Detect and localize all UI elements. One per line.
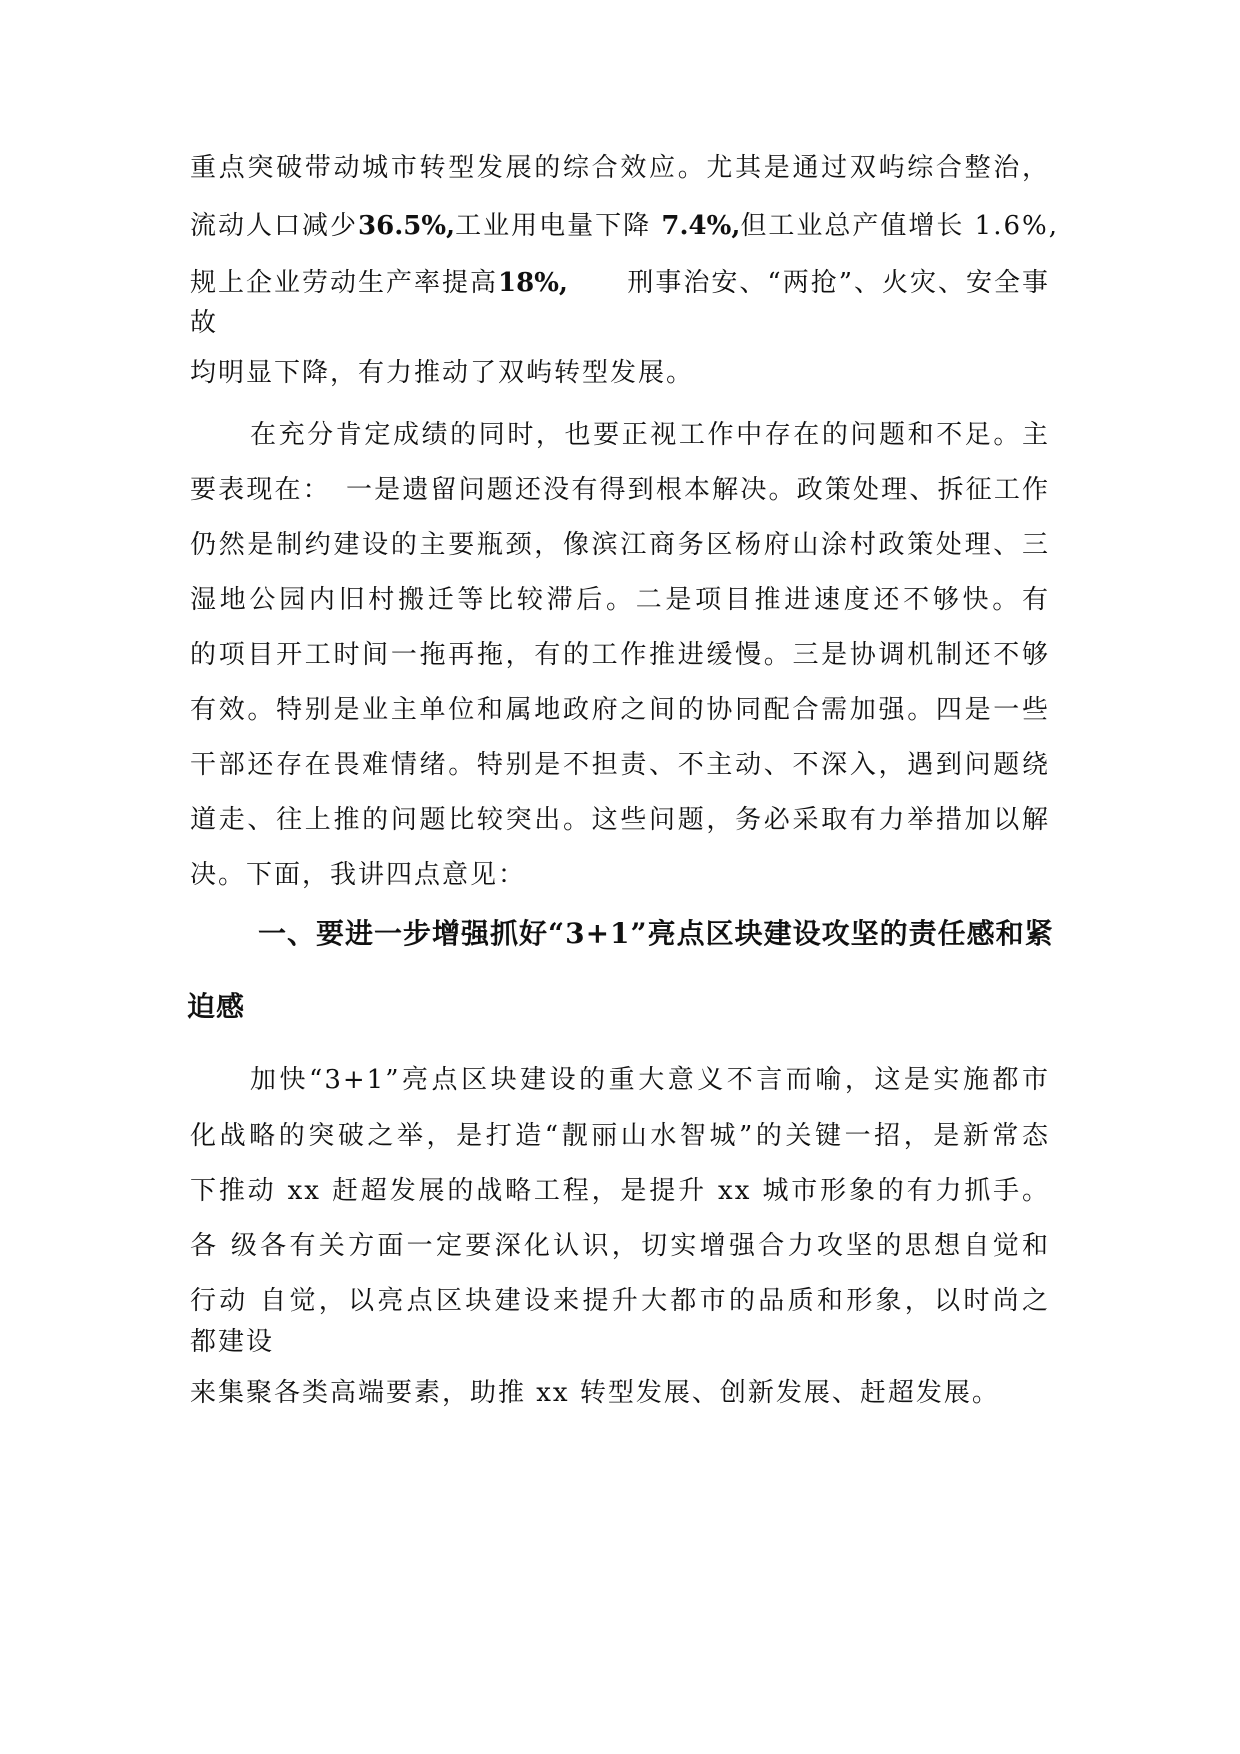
paragraph-3-line-7: 来集聚各类高端要素，助推 xx 转型发展、创新发展、赶超发展。: [190, 1378, 1000, 1408]
paragraph-2-line-8: 道走、往上推的问题比较突出。这些问题，务必采取有力举措加以解: [190, 805, 1050, 835]
text-segment: 刑事治安、“两抢”、火灾、安全事: [627, 268, 1050, 298]
paragraph-2-line-7: 干部还存在畏难情绪。特别是不担责、不主动、不深入，遇到问题绕: [190, 750, 1050, 780]
paragraph-2-line-5: 的项目开工时间一拖再拖，有的工作推进缓慢。三是协调机制还不够: [190, 640, 1050, 670]
paragraph-2-line-3: 仍然是制约建设的主要瓶颈，像滨江商务区杨府山涂村政策处理、三: [190, 530, 1050, 560]
paragraph-1-line-5: 均明显下降，有力推动了双屿转型发展。: [190, 358, 695, 388]
paragraph-3-line-3: 下推动 xx 赶超发展的战略工程，是提升 xx 城市形象的有力抓手。: [190, 1176, 1050, 1206]
text-segment: 流动人口减少36.5%,: [190, 211, 456, 241]
paragraph-3-line-4: 各 级各有关方面一定要深化认识，切实增强合力攻坚的思想自觉和: [190, 1231, 1050, 1261]
section-heading-line-1: 一、要进一步增强抓好“3+1”亮点区块建设攻坚的责任感和紧: [258, 917, 1054, 950]
paragraph-1-line-4: 故: [190, 308, 219, 338]
paragraph-2-line-4: 湿地公园内旧村搬迁等比较滞后。二是项目推进速度还不够快。有: [190, 585, 1050, 615]
text-segment: 但工业总产值增长 1.6%,: [740, 211, 1059, 241]
paragraph-1-line-3: [190, 263, 1050, 303]
paragraph-2-line-2: 要表现在： 一是遗留问题还没有得到根本解决。政策处理、拆征工作: [190, 475, 1050, 505]
paragraph-2-line-6: 有效。特别是业主单位和属地政府之间的协同配合需加强。四是一些: [190, 695, 1050, 725]
text-segment: 规上企业劳动生产率提高18%,: [190, 268, 568, 298]
paragraph-2-line-9: 决。下面，我讲四点意见：: [190, 860, 527, 890]
paragraph-1-line-2: [190, 206, 1059, 246]
paragraph-3-line-1: 加快“3+1”亮点区块建设的重大意义不言而喻，这是实施都市: [250, 1065, 1050, 1095]
text-segment: 工业用电量下降 7.4%,: [455, 211, 741, 241]
paragraph-3-line-6: 都建设: [190, 1327, 275, 1357]
paragraph-1-line-1: 重点突破带动城市转型发展的综合效应。尤其是通过双屿综合整治，: [190, 153, 1050, 183]
paragraph-3-line-2: 化战略的突破之举，是打造“靓丽山水智城”的关键一招，是新常态: [190, 1121, 1050, 1151]
paragraph-2-line-1: 在充分肯定成绩的同时，也要正视工作中存在的问题和不足。主: [250, 420, 1050, 450]
paragraph-3-line-5: 行动 自觉，以亮点区块建设来提升大都市的品质和形象，以时尚之: [190, 1286, 1050, 1316]
section-heading-line-2: 迫感: [187, 990, 246, 1023]
